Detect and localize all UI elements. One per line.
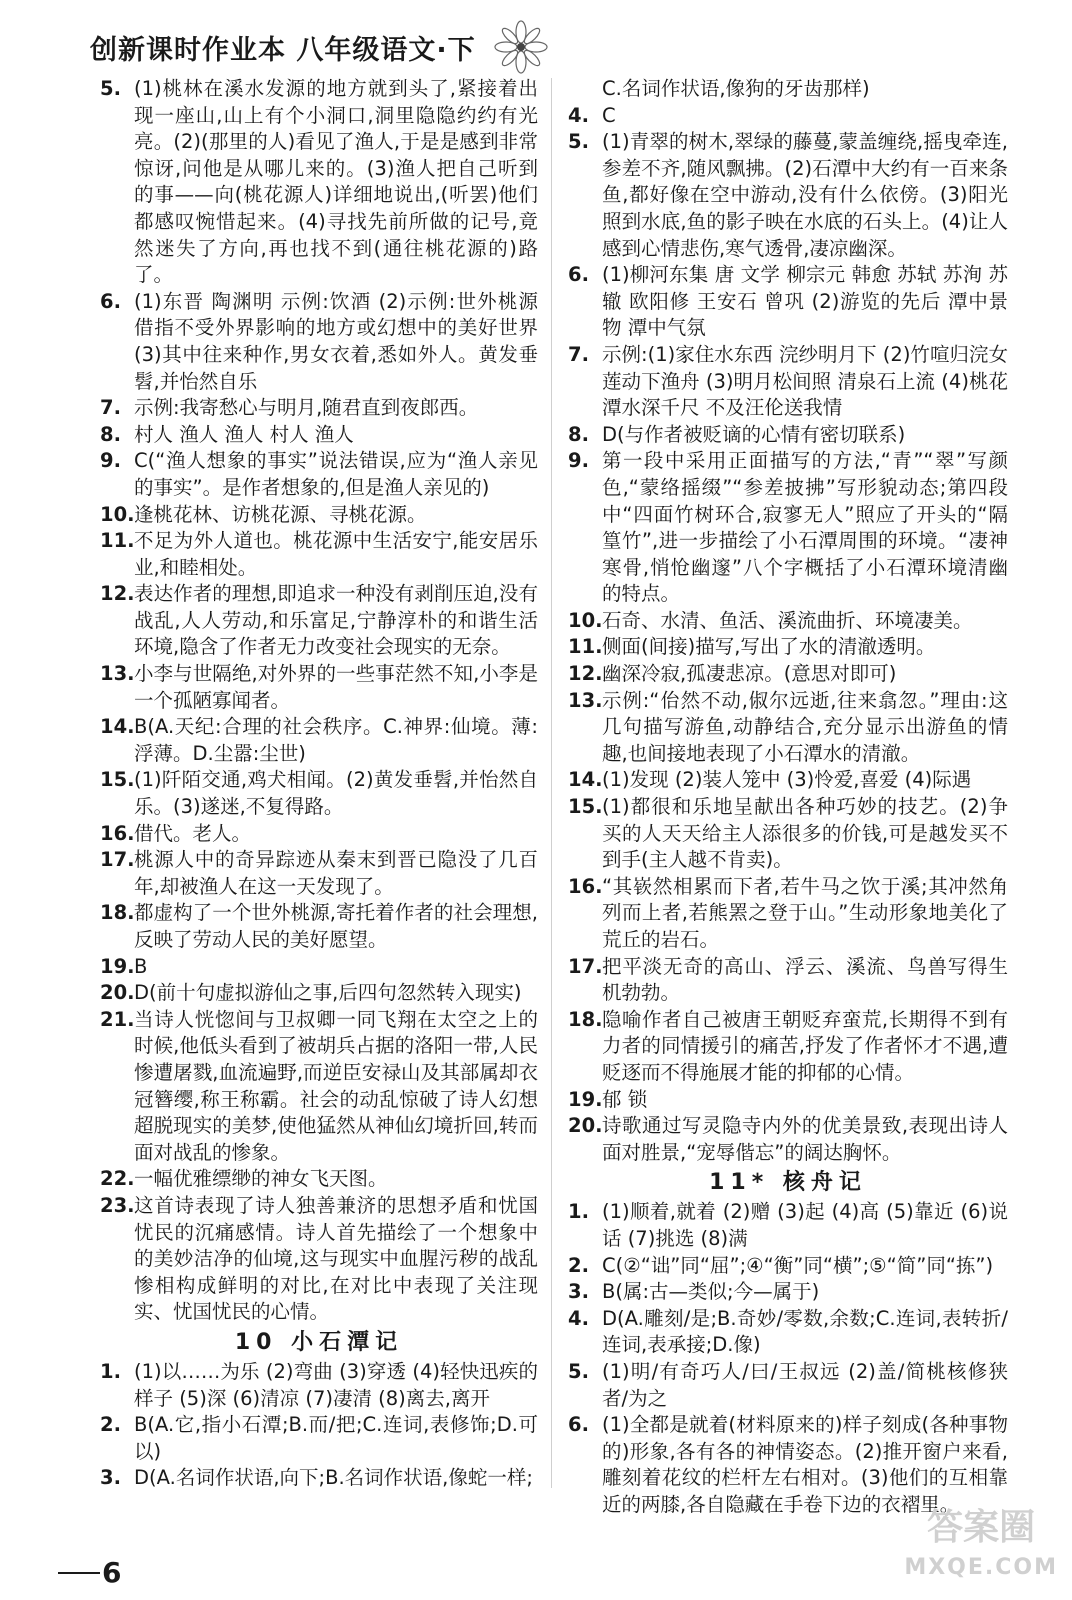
left-column	[100, 76, 538, 1492]
answer-item	[568, 1306, 1008, 1359]
answer-number: 6.	[568, 1413, 589, 1437]
answer-text: 石奇、水清、鱼活、溪流曲折、环境凄美。	[602, 608, 973, 632]
answer-text: B	[134, 954, 148, 978]
answer-text: 隐喻作者自己被唐王朝贬弃蛮荒,长期得不到有力者的同情援引的痛苦,抒发了作者怀才不遇,遭贬逐而不得施展才能的抑郁的心情。	[602, 1007, 1008, 1084]
answer-text: 诗歌通过写灵隐寺内外的优美景致,表现出诗人面对胜景,“宠辱偕忘”的阔达胸怀。	[602, 1114, 1008, 1164]
answer-text: C	[602, 103, 616, 127]
page-number	[58, 1556, 121, 1589]
answer-text: (1)青翠的树木,翠绿的藤蔓,蒙盖缠绕,摇曳牵连,参差不齐,随风飘拂。(2)石潭中大约有一百来条鱼,都好像在空中游动,没有什么依傍。(3)阳光照到水底,鱼的影子映在水底的石头上。(4)让人感到心情悲伤,寒气透骨,凄凉幽深。	[602, 130, 1008, 260]
answer-number: 3.	[568, 1280, 589, 1304]
answer-text: 把平淡无奇的高山、浮云、溪流、鸟兽写得生机勃勃。	[602, 954, 1008, 1005]
answer-item	[568, 76, 1008, 103]
answer-number: 6.	[100, 289, 121, 313]
answer-text: 这首诗表现了诗人独善兼济的思想矛盾和忧国忧民的沉痛感情。诗人首先描绘了一个想象中的美妙洁净的仙境,这与现实中血腥污秽的战乱惨相构成鲜明的对比,在对比中表现了关注现实、忧国忧民的心情。	[134, 1193, 538, 1324]
answer-item	[100, 581, 538, 661]
answer-number: 1.	[568, 1200, 589, 1224]
watermark-url: MXQE.COM	[904, 1555, 1058, 1580]
answer-item	[100, 847, 538, 900]
answer-text: “其嵚然相累而下者,若牛马之饮于溪;其冲然角列而上者,若熊罴之登于山。”生动形象地美化了荒丘的岩石。	[602, 874, 1008, 951]
answer-text: 表达作者的理想,即追求一种没有剥削压迫,没有战乱,人人劳动,和乐富足,宁静淳朴的和谐生活环境,隐含了作者无力改变社会现实的无奈。	[134, 582, 538, 659]
answer-item	[100, 1193, 538, 1326]
answer-item	[568, 954, 1008, 1007]
section-title: 11* 核舟记	[709, 1170, 867, 1196]
answer-item	[100, 767, 538, 820]
answer-number: 7.	[568, 342, 589, 366]
answer-item	[568, 422, 1008, 449]
answer-item	[100, 422, 538, 449]
answer-number: 22.	[100, 1167, 135, 1191]
answer-number: 5.	[568, 1359, 589, 1383]
answer-number: 12.	[100, 582, 135, 606]
answer-text: 桃源人中的奇异踪迹从秦末到晋已隐没了几百年,却被渔人在这一天发现了。	[134, 848, 538, 898]
answer-item	[100, 1007, 538, 1167]
page-number-text: 6	[102, 1556, 122, 1589]
column-divider	[551, 78, 552, 1488]
answer-number: 11.	[568, 635, 603, 659]
answer-number: 23.	[100, 1193, 135, 1217]
answer-text: 当诗人恍惚间与卫叔卿一同飞翔在太空之上的时候,他低头看到了被胡兵占据的洛阳一带,人民惨遭屠戮,血流遍野,而逆臣安禄山及其部属却衣冠簪缨,称王称霸。社会的动乱惊破了诗人幻想超脱现实的美梦,使他猛然从神仙幻境折回,转而面对战乱的惨象。	[134, 1007, 538, 1164]
answer-item	[100, 714, 538, 767]
answer-text: (1)阡陌交通,鸡犬相闻。(2)黄发垂髫,并怡然自乐。(3)遂迷,不复得路。	[134, 768, 538, 819]
answer-item	[568, 688, 1008, 768]
answer-text: 都虚构了一个世外桃源,寄托着作者的社会理想,反映了劳动人民的美好愿望。	[134, 901, 538, 951]
answer-text: C(②“诎”同“屈”;④“衡”同“横”;⑤“简”同“拣”)	[602, 1253, 994, 1277]
answer-item	[568, 794, 1008, 874]
answer-text: D(A.名词作状语,向下;B.名词作状语,像蛇一样;	[134, 1466, 533, 1490]
answer-item	[568, 608, 1008, 635]
answer-number: 14.	[100, 715, 135, 739]
answer-item	[100, 1465, 538, 1492]
answer-text: 小李与世隔绝,对外界的一些事茫然不知,小李是一个孤陋寡闻者。	[134, 662, 538, 712]
answer-number: 5.	[100, 77, 121, 100]
answer-text: 示例:我寄愁心与明月,随君直到夜郎西。	[134, 396, 479, 420]
answer-item	[568, 661, 1008, 688]
answer-text: 幽深冷寂,孤凄悲凉。(意思对即可)	[602, 662, 897, 686]
answer-text: 一幅优雅缥缈的神女飞天图。	[134, 1167, 388, 1191]
answer-text: (1)桃林在溪水发源的地方就到头了,紧接着出现一座山,山上有个小洞口,洞里隐隐约约有光亮。(2)(那里的人)看见了渔人,于是是感到非常惊讶,问他是从哪儿来的。(3)渔人把自己听到的事——向(桃花源人)详细地说出,(听罢)他们都感叹惋惜起来。(4)寻找先前所做的记号,竟然迷失了方向,再也找不到(通往桃花源的)路了。	[134, 77, 538, 287]
answer-text: B(属:古—类似;今—属于)	[602, 1280, 820, 1304]
flower-ornament-icon	[494, 20, 548, 74]
answer-number: 2.	[100, 1413, 121, 1437]
answer-item	[100, 502, 538, 529]
answer-item	[568, 1359, 1008, 1412]
answer-number: 17.	[100, 848, 135, 872]
answer-text: 示例:“佁然不动,俶尔远逝,往来翕忽。”理由:这几句描写游鱼,动静结合,充分显示出游鱼的情趣,也间接地表现了小石潭水的清澈。	[602, 688, 1008, 765]
answer-text: (1)都很和乐地呈献出各种巧妙的技艺。(2)争买的人天天给主人添很多的价钱,可是越发买不到手(主人越不肯卖)。	[602, 795, 1008, 872]
answer-number: 21.	[100, 1007, 135, 1031]
answer-number: 16.	[100, 821, 135, 845]
answer-item	[100, 661, 538, 714]
answer-text: 侧面(间接)描写,写出了水的清澈透明。	[602, 635, 936, 659]
watermark-brand: 答案圈	[927, 1507, 1036, 1548]
answer-text: (1)以……为乐 (2)弯曲 (3)穿透 (4)轻快迅疾的样子 (5)深 (6)清凉 (7)凄清 (8)离去,离开	[134, 1359, 538, 1410]
answer-text: (1)发现 (2)装人笼中 (3)怜爱,喜爱 (4)际遇	[602, 768, 972, 792]
answer-number: 15.	[100, 768, 135, 792]
answer-item	[568, 448, 1008, 608]
answer-text: 郁 锁	[602, 1087, 648, 1111]
answer-item	[100, 980, 538, 1007]
answer-item	[568, 1199, 1008, 1252]
answer-number: 4.	[568, 103, 589, 127]
answer-number: 19.	[100, 954, 135, 978]
answer-number: 7.	[100, 396, 121, 420]
answer-text: D(前十句虚拟游仙之事,后四句忽然转入现实)	[134, 981, 522, 1005]
answer-text: (1)全都是就着(材料原来的)样子刻成(各种事物的)形象,各有各的神情姿态。(2)推开窗户来看,雕刻着花纹的栏杆左右相对。(3)他们的互相靠近的两膝,各自隐藏在手卷下边的衣褶里。	[602, 1413, 1008, 1516]
answer-item	[568, 634, 1008, 661]
header-title: 创新课时作业本 八年级语文·下	[90, 34, 476, 66]
answer-number: 10.	[100, 502, 135, 526]
watermark	[904, 1508, 1058, 1588]
answer-item	[100, 528, 538, 581]
answer-item	[100, 900, 538, 953]
answer-number: 19.	[568, 1087, 603, 1111]
answer-item	[568, 1412, 1008, 1518]
answer-number: 8.	[100, 422, 121, 446]
answer-number: 16.	[568, 874, 603, 898]
answer-text: B(A.它,指小石潭;B.而/把;C.连词,表修饰;D.可以)	[134, 1413, 538, 1463]
answer-number: 14.	[568, 768, 603, 792]
answer-item	[568, 874, 1008, 954]
answer-number: 6.	[568, 263, 589, 287]
answer-text: 村人 渔人 渔人 村人 渔人	[134, 422, 354, 446]
answer-item	[568, 342, 1008, 422]
answer-item	[568, 1113, 1008, 1166]
answer-item	[100, 448, 538, 501]
answer-text: 示例:(1)家住水东西 浣纱明月下 (2)竹喧归浣女 莲动下渔舟 (3)明月松间照 清泉石上流 (4)桃花潭水深千尺 不及汪伦送我情	[602, 342, 1008, 420]
footer-rule	[58, 1572, 100, 1574]
answer-item	[568, 103, 1008, 130]
answer-item	[568, 1279, 1008, 1306]
answer-item	[568, 1087, 1008, 1114]
answer-number: 4.	[568, 1306, 589, 1330]
answer-number: 18.	[100, 901, 135, 925]
answer-number: 3.	[100, 1466, 121, 1490]
answer-text: (1)柳河东集 唐 文学 柳宗元 韩愈 苏轼 苏洵 苏辙 欧阳修 王安石 曾巩 (2)游览的先后 潭中景物 潭中气氛	[602, 263, 1008, 340]
answer-number: 13.	[100, 662, 135, 686]
answer-text: C.名词作状语,像狗的牙齿那样)	[602, 77, 870, 100]
answer-number: 20.	[100, 981, 135, 1005]
answer-number: 9.	[100, 449, 121, 473]
section-title: 10 小石潭记	[234, 1329, 404, 1355]
answer-text: B(A.天纪:合理的社会秩序。C.神界:仙境。薄:浮薄。D.尘嚣:尘世)	[134, 715, 538, 765]
answer-text: 第一段中采用正面描写的方法,“青”“翠”写颜色,“蒙络摇缀”“参差披拂”写形貌动态;第四段中“四面竹树环合,寂寥无人”照应了开头的“隔篁竹”,进一步描绘了小石潭周围的环境。“凄神寒骨,悄怆幽邃”八个字概括了小石潭环境清幽的特点。	[602, 449, 1008, 606]
answer-number: 10.	[568, 608, 603, 632]
answer-text: C(“渔人想象的事实”说法错误,应为“渔人亲见的事实”。是作者想象的,但是渔人亲见的)	[134, 449, 538, 499]
answer-item	[100, 1412, 538, 1465]
answer-text: (1)顺着,就着 (2)赠 (3)起 (4)高 (5)靠近 (6)说话 (7)挑选 (8)满	[602, 1200, 1008, 1250]
answer-item	[568, 262, 1008, 342]
answer-number: 2.	[568, 1253, 589, 1277]
page-header	[90, 22, 990, 72]
answer-item	[100, 821, 538, 848]
answer-item	[100, 1359, 538, 1412]
answer-number: 20.	[568, 1114, 603, 1138]
answer-text: D(A.雕刻/是;B.奇妙/零数,余数;C.连词,表转折/连词,表承接;D.像)	[602, 1306, 1008, 1357]
answer-number: 5.	[568, 130, 589, 154]
answer-number	[568, 76, 602, 103]
answer-number: 8.	[568, 422, 589, 446]
answer-item	[568, 1253, 1008, 1280]
answer-text: (1)明/有奇巧人/曰/王叔远 (2)盖/简桃核修狭者/为之	[602, 1359, 1008, 1410]
answer-number: 18.	[568, 1007, 603, 1031]
answer-number: 17.	[568, 954, 603, 978]
answer-item	[100, 76, 538, 289]
answer-number: 11.	[100, 529, 135, 553]
answer-text: D(与作者被贬谪的心情有密切联系)	[602, 422, 906, 446]
answer-item	[568, 1007, 1008, 1087]
answer-number: 1.	[100, 1359, 121, 1383]
answer-number: 12.	[568, 662, 603, 686]
answer-text: 逢桃花林、访桃花源、寻桃花源。	[134, 502, 427, 526]
answer-text: (1)东晋 陶渊明 示例:饮酒 (2)示例:世外桃源 借指不受外界影响的地方或幻想中的美好世界 (3)其中往来种作,男女衣着,悉如外人。黄发垂髫,并怡然自乐	[134, 289, 538, 393]
answer-number: 13.	[568, 688, 603, 712]
answer-text: 借代。老人。	[134, 821, 252, 845]
answer-number: 9.	[568, 449, 589, 473]
answer-item	[100, 1166, 538, 1193]
answer-item	[100, 395, 538, 422]
answer-item	[100, 289, 538, 395]
answer-item	[568, 129, 1008, 262]
answer-item	[568, 767, 1008, 794]
right-column	[568, 76, 1008, 1518]
answer-number: 15.	[568, 795, 603, 819]
answer-text: 不足为外人道也。桃花源中生活安宁,能安居乐业,和睦相处。	[134, 529, 538, 579]
answer-item	[100, 954, 538, 981]
